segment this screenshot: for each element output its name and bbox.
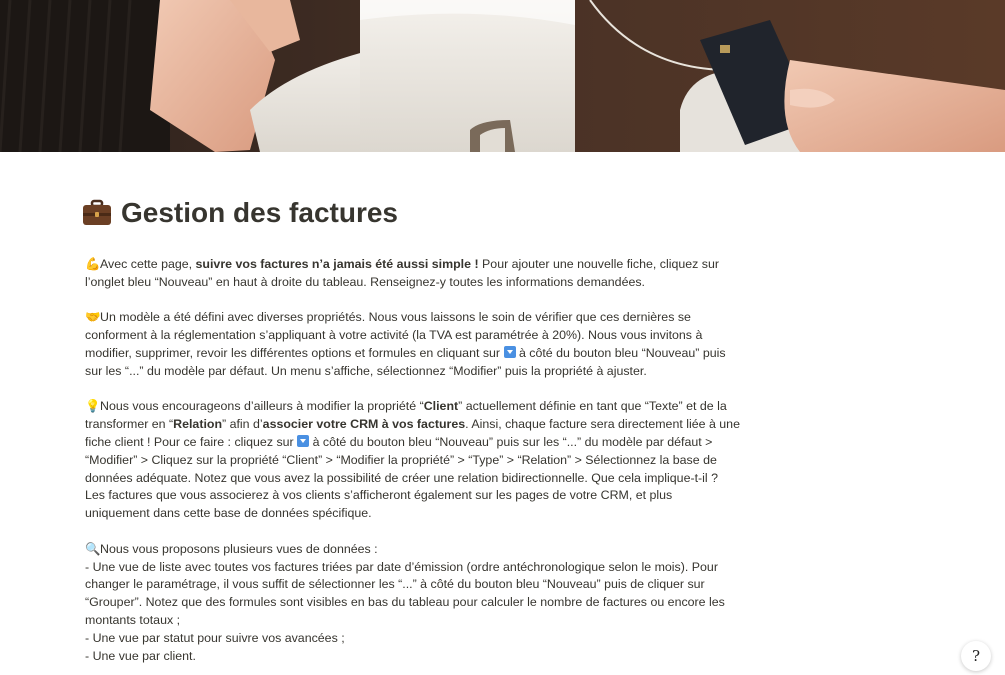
help-button[interactable]	[961, 641, 991, 671]
light-bulb-icon: 💡	[85, 399, 101, 414]
list-item: - Une vue par statut pour suivre vos avancées ;	[85, 630, 345, 645]
intro-paragraph: 💪Avec cette page, suivre vos factures n’a jamais été aussi simple ! Pour ajouter une nouvelle fiche, cliquez sur l’onglet bleu “Nouveau” en haut à droite du tableau. Renseignez-y toutes les informations demandées.	[85, 257, 719, 289]
handshake-icon: 🤝	[85, 310, 101, 325]
flexed-biceps-icon: 💪	[85, 257, 101, 271]
cover-image[interactable]	[0, 0, 1005, 152]
chevron-down-button-icon	[297, 435, 309, 447]
views-paragraph: 🔍Nous vous proposons plusieurs vues de données : - Une vue de liste avec toutes vos factures triées par date d’émission (ordre antéchronologique selon le mois). Pour changer le paramétrage, il vous suffit de sélectionner les “...” à côté du bouton bleu “Nouveau” puis de cliquer sur “Grouper”. Notez que des formules sont visibles en bas du tableau pour calculer le nombre de factures ou encore les montants totaux ; - Une vue par statut pour suivre vos avancées ; - Une vue par client.	[85, 541, 740, 666]
relation-paragraph: 💡Nous vous encourageons d’ailleurs à modifier la propriété “Client” actuellement définie en tant que “Texte” et de la transformer en “Relation” afin d’associer votre CRM à vos factures. Ainsi, chaque facture sera directement liée à une fiche client ! Pour ce faire : cliquez sur à côté du bouton bleu “Nouveau” puis sur les “...” du modèle par défaut > “Modifier” > Cliquez sur la propriété “Client” > “Modifier la propriété” > “Type” > “Relation” > Sélectionnez la base de données adéquate. Notez que vous avez la possibilité de créer une relation bidirectionnelle. Que cela implique-t-il ? Les factures que vous associerez à vos clients s’afficheront également sur les pages de votre CRM, et plus uniquement dans cette base de données spécifique.	[85, 399, 740, 521]
briefcase-icon[interactable]	[81, 199, 113, 227]
list-item: - Une vue de liste avec toutes vos factures triées par date d’émission (ordre antéchronologique selon le mois). Pour changer le paramétrage, il vous suffit de sélectionner les “...” à côté du bouton bleu “Nouveau” puis de cliquer sur “Grouper”. Notez que des formules sont visibles en bas du tableau pour calculer le nombre de factures ou encore les montants totaux ;	[85, 559, 725, 627]
page-title[interactable]	[85, 193, 740, 233]
model-paragraph: 🤝Un modèle a été défini avec diverses propriétés. Nous vous laissons le soin de vérifier que ces dernières se conforment à la réglementation s’appliquant à votre activité (la TVA est paramétrée à 20%). Nous vous invitons à modifier, supprimer, revoir les différentes options et formules en cliquant sur à côté du bouton bleu “Nouveau” puis sur les “...” du modèle par défaut. Un menu s’affiche, sélectionnez “Modifier” puis la propriété à ajuster.	[85, 310, 726, 378]
help-icon: ?	[971, 647, 981, 665]
chevron-down-button-icon	[504, 346, 516, 358]
page-content	[85, 193, 740, 665]
magnifier-icon: 🔍	[85, 541, 101, 556]
page-title-text: Gestion des factures	[121, 197, 398, 228]
list-item: - Une vue par client.	[85, 648, 196, 663]
payment-terminal-photo	[0, 0, 1005, 152]
